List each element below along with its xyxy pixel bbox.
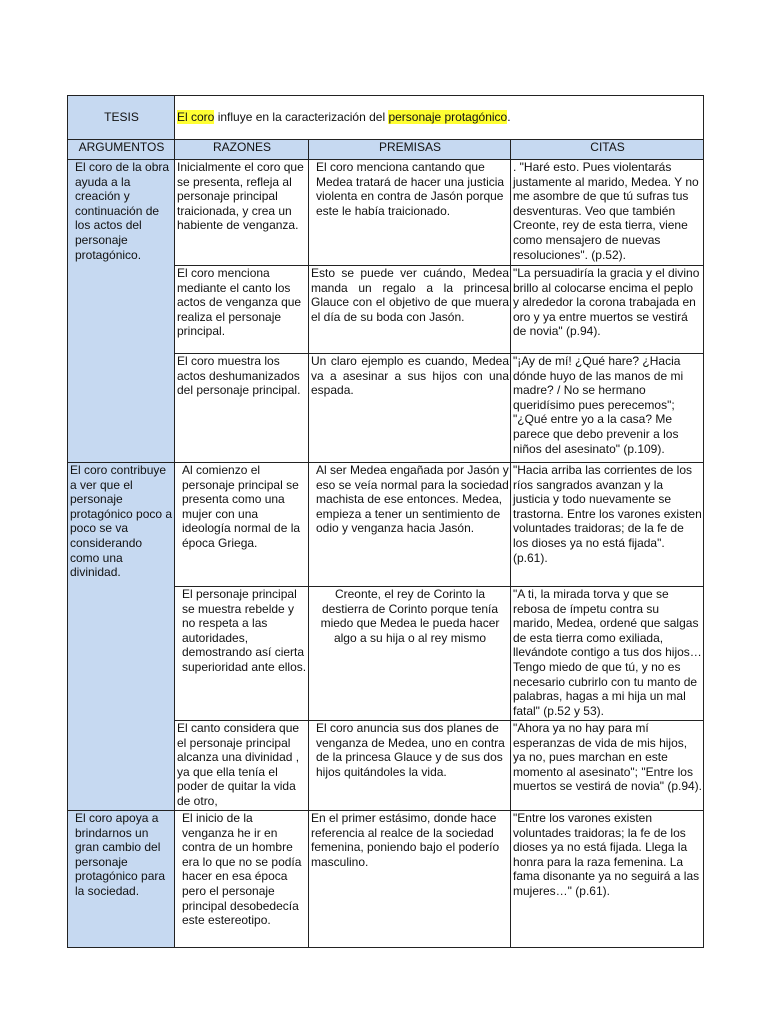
argument-cell: El coro de la obra ayuda a la creación y continuación de los actos del personaje protagónico.	[68, 160, 175, 463]
column-header-argumentos: ARGUMENTOS	[68, 140, 175, 160]
column-header-razones: RAZONES	[175, 140, 309, 160]
thesis-row	[68, 96, 704, 140]
argument-table	[67, 95, 704, 948]
tesis-label: TESIS	[68, 96, 175, 140]
table-row	[68, 811, 704, 948]
cita-cell: "Ahora ya no hay para mí esperanzas de vida de mis hijos, ya no, pues marchan en este momento al asesinato"; "Entre los muertos se vestirá de novia" (p.94).	[511, 721, 704, 811]
table-row	[68, 463, 704, 587]
cita-cell: "¡Ay de mí! ¿Qué hare? ¿Hacia dónde huyo de las manos de mi madre? / No se hermano queridísimo pues perecemos"; "¿Qué entre yo a la casa? Me parece que debo prevenir a los niños del asesinato" (p.109).	[511, 354, 704, 463]
cita-cell: "A ti, la mirada torva y que se rebosa de ímpetu contra su marido, Medea, ordené que salgas de esta tierra como exiliada, llevándote contigo a tus dos hijos… Tengo miedo de que tú, y no es necesario cubrirlo con tu manto de palabras, hagas a mi hija un mal fatal" (p.52 y 53).	[511, 587, 704, 721]
cita-cell: . "Haré esto. Pues violentarás justamente al marido, Medea. Y no me asombre de que tú sufras tus desventuras. Veo que también Creonte, rey de esta tierra, viene como mensajero de nuevas resoluciones". (p.52).	[511, 160, 704, 266]
razon-cell: El inicio de la venganza he ir en contra de un hombre era lo que no se podía hacer en esa época pero el personaje principal desobedecía este estereotipo.	[175, 811, 309, 948]
thesis-highlight-coro: El coro	[177, 110, 215, 125]
cita-cell: "Hacia arriba las corrientes de los ríos sangrados avanzan y la justicia y todo nuevamente se trastorna. Entre los varones existen voluntades traidoras; de la fe de los dioses ya no está fijada". (p.61).	[511, 463, 704, 587]
razon-cell: El coro muestra los actos deshumanizados del personaje principal.	[175, 354, 309, 463]
column-header-row	[68, 140, 704, 160]
razon-cell: Inicialmente el coro que se presenta, refleja al personaje principal traicionada, y crea un habiente de venganza.	[175, 160, 309, 266]
premisa-cell: Creonte, el rey de Corinto la destierra de Corinto porque tenía miedo que Medea le pueda hacer algo a su hija o al rey mismo	[309, 587, 511, 721]
razon-cell: El canto considera que el personaje principal alcanza una divinidad , ya que ella tenía el poder de quitar la vida de otro,	[175, 721, 309, 811]
thesis-statement	[175, 96, 704, 140]
thesis-text-end: .	[507, 110, 511, 125]
razon-cell: El personaje principal se muestra rebelde y no respeta a las autoridades, demostrando así cierta superioridad ante ellos.	[175, 587, 309, 721]
premisa-cell: El coro anuncia sus dos planes de venganza de Medea, uno en contra de la princesa Glauce y de sus dos hijos quitándoles la vida.	[309, 721, 511, 811]
premisa-cell: En el primer estásimo, donde hace referencia al realce de la sociedad femenina, poniendo bajo el poderío masculino.	[309, 811, 511, 948]
razon-cell: El coro menciona mediante el canto los actos de venganza que realiza el personaje principal.	[175, 266, 309, 354]
argument-cell: El coro contribuye a ver que el personaje protagónico poco a poco se va considerando como una divinidad.	[68, 463, 175, 811]
argument-cell: El coro apoya a brindarnos un gran cambio del personaje protagónico para la sociedad.	[68, 811, 175, 948]
cita-cell: "La persuadiría la gracia y el divino brillo al colocarse encima el peplo y alrededor la corona trabajada en oro y ya entre muertos se vestirá de novia" (p.94).	[511, 266, 704, 354]
premisa-cell: Un claro ejemplo es cuando, Medea va a asesinar a sus hijos con una espada.	[309, 354, 511, 463]
premisa-cell: Esto se puede ver cuándo, Medea manda un regalo a la princesa Glauce con el objetivo de que muera el día de su boda con Jasón.	[309, 266, 511, 354]
cita-cell: "Entre los varones existen voluntades traidoras; la fe de los dioses ya no está fijada. Llega la honra para la raza femenina. La fama disonante ya no seguirá a las mujeres…" (p.61).	[511, 811, 704, 948]
thesis-text-middle: influye en la caracterización del	[214, 110, 389, 125]
thesis-highlight-protagonist: personaje protagónico	[388, 110, 508, 125]
column-header-premisas: PREMISAS	[309, 140, 511, 160]
table-row	[68, 160, 704, 266]
column-header-citas: CITAS	[511, 140, 704, 160]
premisa-cell: El coro menciona cantando que Medea tratará de hacer una justicia violenta en contra de Jasón porque este le había traicionado.	[309, 160, 511, 266]
razon-cell: Al comienzo el personaje principal se presenta como una mujer con una ideología normal de la época Griega.	[175, 463, 309, 587]
premisa-cell: Al ser Medea engañada por Jasón y eso se veía normal para la sociedad machista de ese entonces. Medea, empieza a tener un sentimiento de odio y venganza hacia Jasón.	[309, 463, 511, 587]
